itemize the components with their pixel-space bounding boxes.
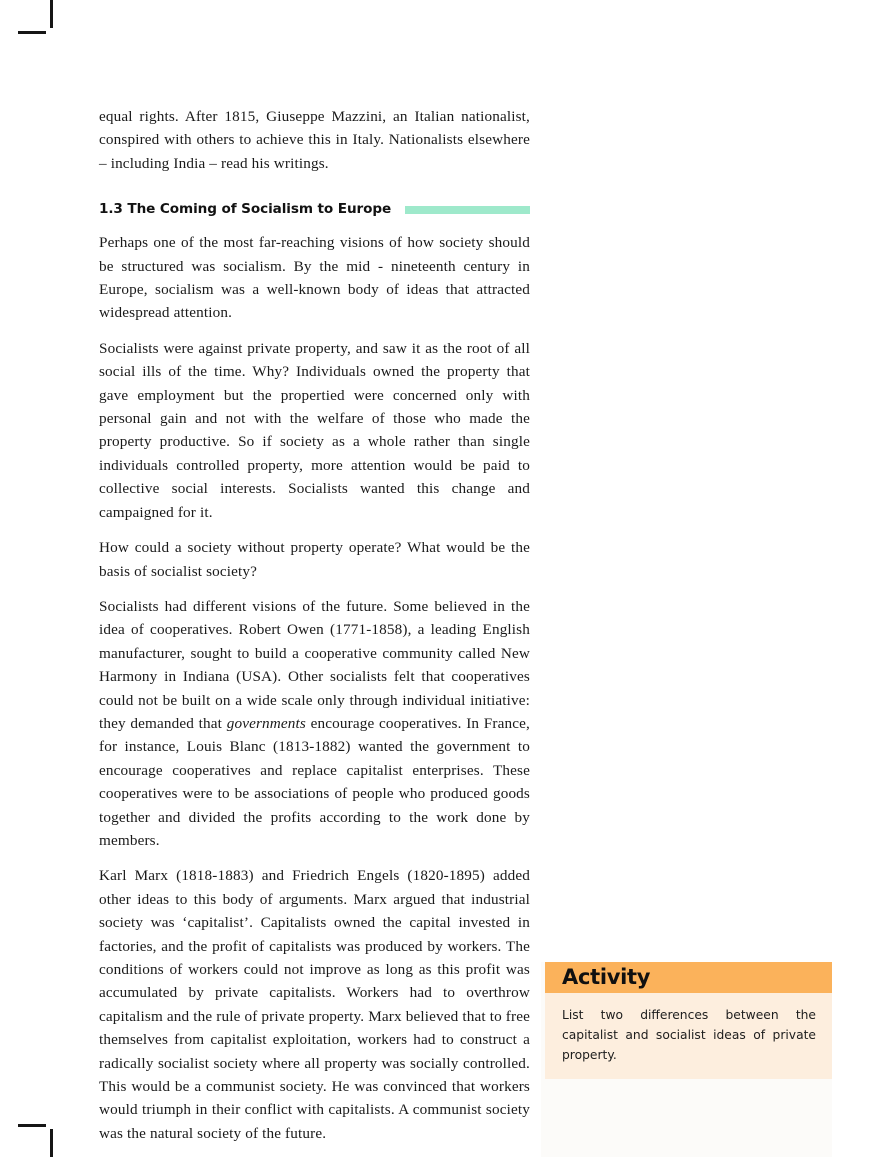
crop-mark-top-left-vertical [50, 0, 53, 28]
continued-paragraph: equal rights. After 1815, Giuseppe Mazzini, an Italian nationalist, conspired with others to achieve this in Italy. Nationalists elsewhere – including India – read his writings. [99, 108, 530, 172]
paragraph-cooperatives-part-2: encourage cooperatives. In France, for instance, Louis Blanc (1813-1882) wanted the government to encourage cooperatives and replace capitalist enterprises. These cooperatives were to be associations of people who produced goods together and divided the profits according to the work done by members. [99, 714, 530, 849]
main-text-column [99, 105, 530, 1157]
crop-mark-top-left-horizontal [18, 31, 46, 34]
paragraph-question: How could a society without property operate? What would be the basis of socialist society? [99, 539, 530, 580]
paragraph-cooperatives-part-1: Socialists had different visions of the future. Some believed in the idea of cooperatives. Robert Owen (1771-1858), a leading English manufacturer, sought to build a cooperative community called New Harmony in Indiana (USA). Other socialists felt that cooperatives could not be built on a wide scale only through individual initiative: they demanded that [99, 597, 530, 732]
activity-question: List two differences between the capitalist and socialist ideas of private property. [562, 1008, 816, 1062]
crop-mark-bottom-left-vertical [50, 1129, 53, 1157]
section-heading [99, 201, 530, 217]
activity-body [545, 993, 832, 1079]
paragraph-marx-engels: Karl Marx (1818-1883) and Friedrich Engels (1820-1895) added other ideas to this body of arguments. Marx argued that industrial society was ‘capitalist’. Capitalists owned the capital invested in factories, and the profit of capitalists was produced by workers. The conditions of workers could not improve as long as this profit was accumulated by private capitalists. Workers had to overthrow capitalism and the rule of private property. Marx believed that to free themselves from capitalist exploitation, workers had to construct a radically socialist society where all property was socially controlled. This would be a communist society. He was convinced that workers would triumph in their conflict with capitalists. A communist society was the natural society of the future. [99, 867, 530, 1142]
emphasis-governments: governments [226, 714, 306, 732]
paragraph-socialism-vision: Perhaps one of the most far-reaching visions of how society should be structured was socialism. By the mid - nineteenth century in Europe, socialism was a well-known body of ideas that attracted widespread attention. [99, 234, 530, 322]
activity-title: Activity [562, 965, 651, 989]
section-heading-rule [405, 206, 530, 214]
paragraph-private-property: Socialists were against private property, and saw it as the root of all social ills of the time. Why? Individuals owned the property that gave employment but the propertied were concerned only with personal gain and not with the welfare of those who made the property productive. So if society as a whole rather than single individuals controlled property, more attention would be paid to collective social interests. Socialists wanted this change and campaigned for it. [99, 339, 530, 521]
crop-mark-bottom-left-horizontal [18, 1124, 46, 1127]
section-heading-title: 1.3 The Coming of Socialism to Europe [99, 201, 392, 218]
activity-box [545, 962, 832, 1079]
activity-header [545, 962, 832, 993]
paragraph-cooperatives [99, 595, 530, 852]
